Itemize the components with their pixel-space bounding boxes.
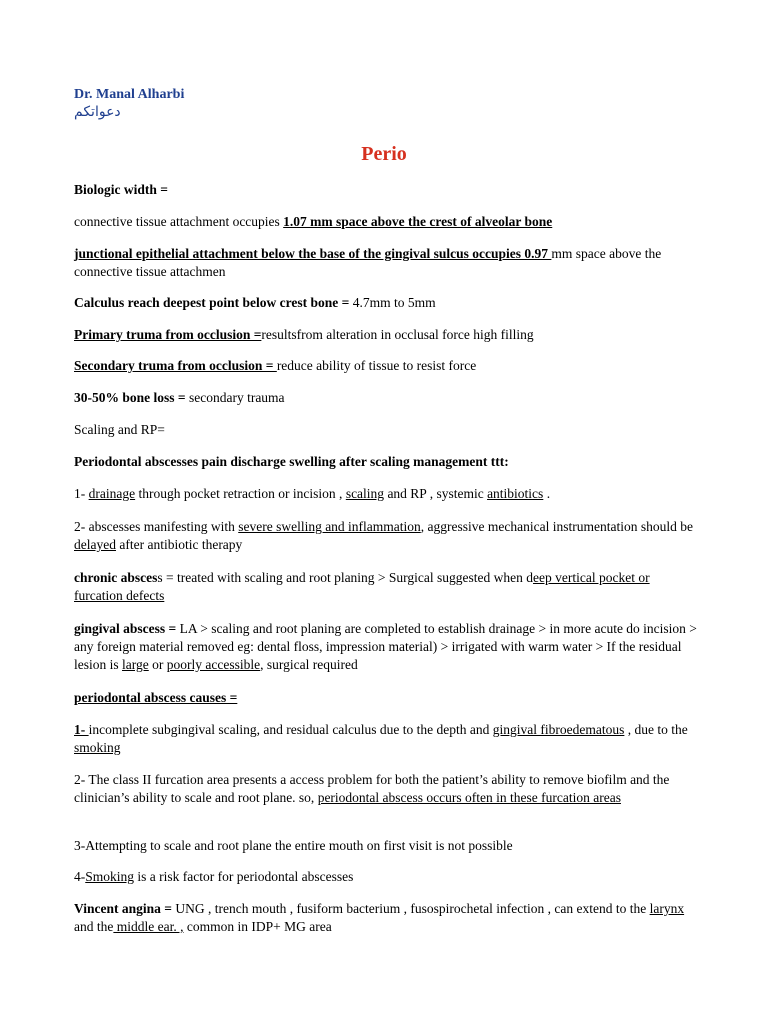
paragraph-bone-loss	[74, 389, 700, 407]
paragraph-abscess-management	[74, 453, 700, 471]
text: after antibiotic therapy	[115, 537, 243, 552]
term: Vincent angina =	[74, 901, 176, 916]
text: common in IDP+ MG area	[183, 919, 332, 934]
author-name: Dr. Manal Alharbi	[74, 87, 185, 102]
text: 3-Attempting to scale and root plane the entire mouth on first visit is not possible	[74, 838, 513, 853]
underlined-text: antibiotics	[487, 486, 544, 501]
paragraph-gingival-abscess	[74, 620, 700, 674]
underlined-text: smoking	[74, 740, 121, 755]
text: and RP , systemic	[384, 486, 488, 501]
text: 2- The class II furcation area presents a access problem for both the patient’s ability to remove biofilm and the clinician’s ability to scale and root plane. so,	[74, 772, 670, 805]
text: , surgical required	[260, 657, 358, 672]
text: reduce ability of tissue to resist force	[276, 358, 477, 373]
underlined-text: eep vertical pocket or furcation defects	[74, 570, 650, 603]
term: Biologic width =	[74, 182, 168, 197]
paragraph-calculus	[74, 294, 700, 312]
term: Calculus reach deepest point below crest bone =	[74, 295, 353, 310]
list-item-2	[74, 518, 700, 554]
author-arabic-note: دعواتكم	[74, 104, 121, 120]
term: junctional epithelial attachment below the base of the gingival sulcus occupies 0.97	[74, 246, 552, 261]
underlined-text: gingival fibroedematous	[492, 722, 625, 737]
underlined-text: large	[122, 657, 149, 672]
underlined-text: drainage	[88, 486, 136, 501]
text: incomplete subgingival scaling, and residual calculus due to the depth and	[88, 722, 493, 737]
paragraph-scaling-rp	[74, 421, 700, 439]
text: s = treated with scaling and root planing > Surgical suggested when d	[157, 570, 534, 585]
text: through pocket retraction or incision ,	[135, 486, 346, 501]
text: connective tissue attachment occupies	[74, 214, 284, 229]
paragraph-primary-trauma	[74, 326, 700, 344]
underlined-text: scaling	[345, 486, 385, 501]
term: Periodontal abscesses pain discharge swelling after scaling management ttt:	[74, 454, 509, 469]
cause-item-2	[74, 771, 700, 807]
text: Scaling and RP=	[74, 422, 165, 437]
underlined-text: periodontal abscess occurs often in these furcation areas	[317, 790, 621, 805]
paragraph-secondary-trauma	[74, 357, 700, 375]
term: periodontal abscess causes =	[74, 690, 238, 705]
term: gingival abscess =	[74, 621, 180, 636]
page-title: Perio	[361, 143, 407, 165]
term: 1.07 mm space above the crest of alveolar bone	[283, 214, 553, 229]
underlined-text: delayed	[74, 537, 116, 552]
text: LA > scaling and root planing are completed to establish drainage > in more acute do incision > any foreign material removed eg: dental floss, impression material) > irrigated with warm water > If the residual lesion is	[74, 621, 697, 672]
term: 1-	[74, 722, 89, 737]
term: Secondary truma from occlusion =	[74, 358, 277, 373]
underlined-text: larynx	[649, 901, 685, 916]
text: mm space above the connective tissue attachmen	[74, 246, 662, 279]
term: chronic absces	[74, 570, 158, 585]
underlined-text: severe swelling and inflammation	[238, 519, 421, 534]
list-item-1	[74, 485, 700, 503]
underlined-text: middle ear. ,	[113, 919, 184, 934]
text: 4.7mm to 5mm	[352, 295, 436, 310]
text: , due to the	[624, 722, 688, 737]
text: secondary trauma	[188, 390, 285, 405]
paragraph-chronic-abscess	[74, 569, 700, 605]
text: 2- abscesses manifesting with	[74, 519, 239, 534]
term: 30-50% bone loss =	[74, 390, 189, 405]
text: resultsfrom alteration in occlusal force high filling	[261, 327, 534, 342]
heading-abscess-causes	[74, 689, 700, 707]
cause-item-4	[74, 868, 700, 886]
text: or	[148, 657, 167, 672]
paragraph-junctional-epithelium	[74, 245, 700, 281]
text: .	[543, 486, 551, 501]
paragraph-vincent-angina	[74, 900, 700, 936]
term: Primary truma from occlusion =	[74, 327, 262, 342]
text: 4-	[74, 869, 86, 884]
underlined-text: Smoking	[85, 869, 135, 884]
paragraph-connective-tissue	[74, 213, 700, 231]
text: UNG , trench mouth , fusiform bacterium , fusospirochetal infection , can extend to the	[175, 901, 650, 916]
cause-item-3	[74, 837, 700, 855]
text: , aggressive mechanical instrumentation should be	[420, 519, 693, 534]
underlined-text: poorly accessible	[166, 657, 261, 672]
text: and the	[74, 919, 114, 934]
paragraph-biologic-width	[74, 181, 700, 199]
text: 1-	[74, 486, 89, 501]
text: is a risk factor for periodontal abscesses	[134, 869, 354, 884]
cause-item-1	[74, 721, 700, 757]
